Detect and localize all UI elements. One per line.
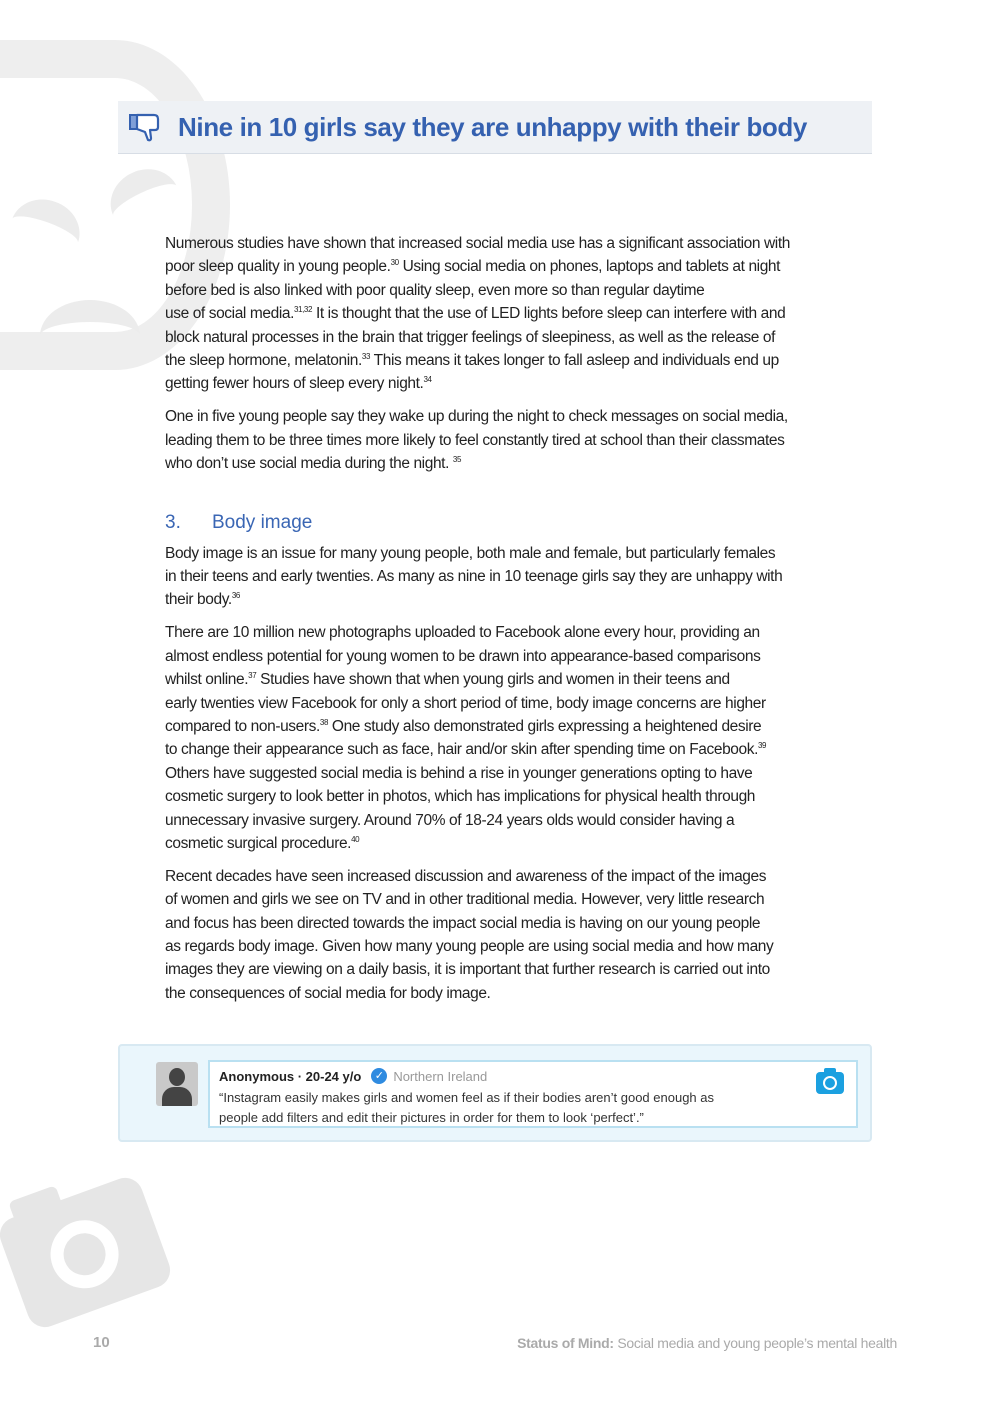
text-segment: poor sleep quality in young people. — [165, 258, 391, 276]
text-segment: leading them to be three times more likely to feel constantly tired at school than their classmates — [165, 431, 785, 449]
section-title: Body image — [212, 511, 313, 533]
page-title: Nine in 10 girls say they are unhappy with their body — [178, 111, 807, 142]
camera-icon — [816, 1072, 844, 1094]
footnote-ref: 40 — [351, 834, 360, 844]
text-segment: of women and girls we see on TV and in other traditional media. However, very little research — [165, 891, 765, 909]
footnote-ref: 39 — [758, 741, 767, 751]
footnote-ref: 35 — [452, 455, 461, 465]
quote-line: “Instagram easily makes girls and women feel as if their bodies aren’t good enough as — [219, 1090, 714, 1105]
text-segment: getting fewer hours of sleep every night. — [165, 375, 424, 393]
text-line — [165, 785, 855, 808]
text-segment: before bed is also linked with poor quality sleep, even more so than regular daytime — [165, 281, 705, 299]
text-segment: as regards body image. Given how many young people are using social media and how many — [165, 938, 774, 956]
text-line — [165, 621, 855, 644]
text-segment: unnecessary invasive surgery. Around 70% of 18-24 years olds would consider having a — [165, 811, 735, 829]
text-line — [165, 279, 855, 302]
text-line — [165, 429, 855, 452]
text-segment: Others have suggested social media is behind a rise in younger generations opting to have — [165, 764, 753, 782]
text-line — [165, 326, 855, 349]
title-banner — [118, 101, 872, 154]
text-line — [165, 935, 855, 958]
text-line — [165, 762, 855, 785]
text-segment: There are 10 million new photographs uploaded to Facebook alone every hour, providing an — [165, 624, 760, 642]
footnote-ref: 36 — [231, 591, 240, 601]
text-segment: Recent decades have seen increased discussion and awareness of the impact of the images — [165, 867, 767, 885]
text-line — [165, 452, 855, 475]
text-segment: and focus has been directed towards the impact social media is having on our young people — [165, 914, 761, 932]
footnote-ref: 34 — [423, 375, 432, 385]
text-segment: to change their appearance such as face, hair and/or skin after spending time on Facebook. — [165, 741, 758, 759]
footer-title-rest: Social media and young people’s mental health — [613, 1335, 897, 1351]
text-line — [165, 565, 855, 588]
footnote-ref: 38 — [319, 717, 329, 727]
text-line — [165, 958, 855, 981]
verified-check-icon: ✓ — [371, 1068, 387, 1084]
text-line — [165, 888, 855, 911]
text-segment: use of social media. — [165, 305, 294, 323]
footnote-ref: 31,32 — [294, 305, 313, 315]
text-line — [165, 255, 855, 278]
background-camera-graphic — [0, 1173, 175, 1332]
text-line — [165, 405, 855, 428]
text-segment: Body image is an issue for many young people, both male and female, but particularly females — [165, 544, 776, 562]
paragraph — [165, 405, 855, 475]
text-line — [165, 832, 855, 855]
quote-box — [118, 1044, 872, 1142]
text-segment: This means it takes longer to fall asleep and individuals end up — [370, 352, 779, 370]
text-segment: in their teens and early twenties. As many as nine in 10 teenage girls say they are unhappy with — [165, 567, 783, 585]
text-line — [165, 645, 855, 668]
text-segment: whilst online. — [165, 671, 249, 689]
text-line — [165, 865, 855, 888]
footnote-ref: 30 — [390, 258, 399, 268]
text-line — [165, 809, 855, 832]
section-heading — [165, 508, 855, 538]
quote-card — [208, 1060, 858, 1128]
thumbs-down-icon — [128, 112, 164, 142]
text-line — [165, 542, 855, 565]
text-segment: Numerous studies have shown that increased social media use has a significant association with — [165, 235, 790, 252]
text-line — [165, 738, 855, 761]
text-segment: the sleep hormone, melatonin. — [165, 352, 362, 370]
text-segment: It is thought that the use of LED lights before sleep can interfere with and — [312, 305, 786, 323]
quote-line: people add filters and edit their pictures in order for them to look ‘perfect’.” — [219, 1110, 644, 1125]
footnote-ref: 37 — [248, 671, 257, 681]
text-segment: Using social media on phones, laptops and tablets at night — [398, 258, 781, 276]
text-line — [165, 692, 855, 715]
quote-location: Northern Ireland — [393, 1068, 488, 1084]
footer-title-bold: Status of Mind: — [517, 1335, 614, 1351]
text-segment: early twenties view Facebook for only a short period of time, body image concerns are higher — [165, 694, 766, 712]
text-segment: compared to non-users. — [165, 717, 320, 735]
text-line — [165, 668, 855, 691]
text-segment: cosmetic surgery to look better in photos, which has implications for physical health through — [165, 788, 756, 806]
paragraph — [165, 621, 855, 855]
text-segment: who don’t use social media during the night. — [165, 455, 453, 473]
text-line — [165, 715, 855, 738]
footer-title — [517, 1335, 897, 1351]
paragraph — [165, 232, 855, 396]
text-segment: block natural processes in the brain that trigger feelings of sleepiness, as well as the release of — [165, 328, 776, 346]
text-segment: the consequences of social media for body image. — [165, 984, 491, 1002]
text-line — [165, 982, 855, 1005]
text-segment: One in five young people say they wake up during the night to check messages on social media, — [165, 408, 788, 426]
text-segment: One study also demonstrated girls expressing a heightened desire — [328, 717, 762, 735]
quote-author: Anonymous · 20-24 y/o — [219, 1068, 362, 1084]
paragraph — [165, 542, 855, 612]
text-line — [165, 302, 855, 325]
background-face-mouth — [40, 300, 140, 372]
text-segment: Studies have shown that when young girls and women in their teens and — [256, 671, 730, 689]
text-line — [165, 588, 855, 611]
body-text — [165, 232, 855, 1015]
text-line — [165, 349, 855, 372]
page-number: 10 — [93, 1334, 110, 1351]
user-avatar-icon — [156, 1062, 198, 1106]
text-segment: almost endless potential for young women to be drawn into appearance-based comparisons — [165, 647, 761, 665]
text-segment: their body. — [165, 591, 232, 609]
text-line — [165, 912, 855, 935]
text-segment: images they are viewing on a daily basis, it is important that further research is carried out into — [165, 961, 770, 979]
section-number: 3. — [165, 511, 181, 533]
paragraph — [165, 865, 855, 1005]
text-segment: cosmetic surgical procedure. — [165, 834, 352, 852]
text-line — [165, 372, 855, 395]
text-line — [165, 232, 855, 255]
footnote-ref: 33 — [361, 352, 371, 362]
quote-text — [219, 1088, 799, 1128]
